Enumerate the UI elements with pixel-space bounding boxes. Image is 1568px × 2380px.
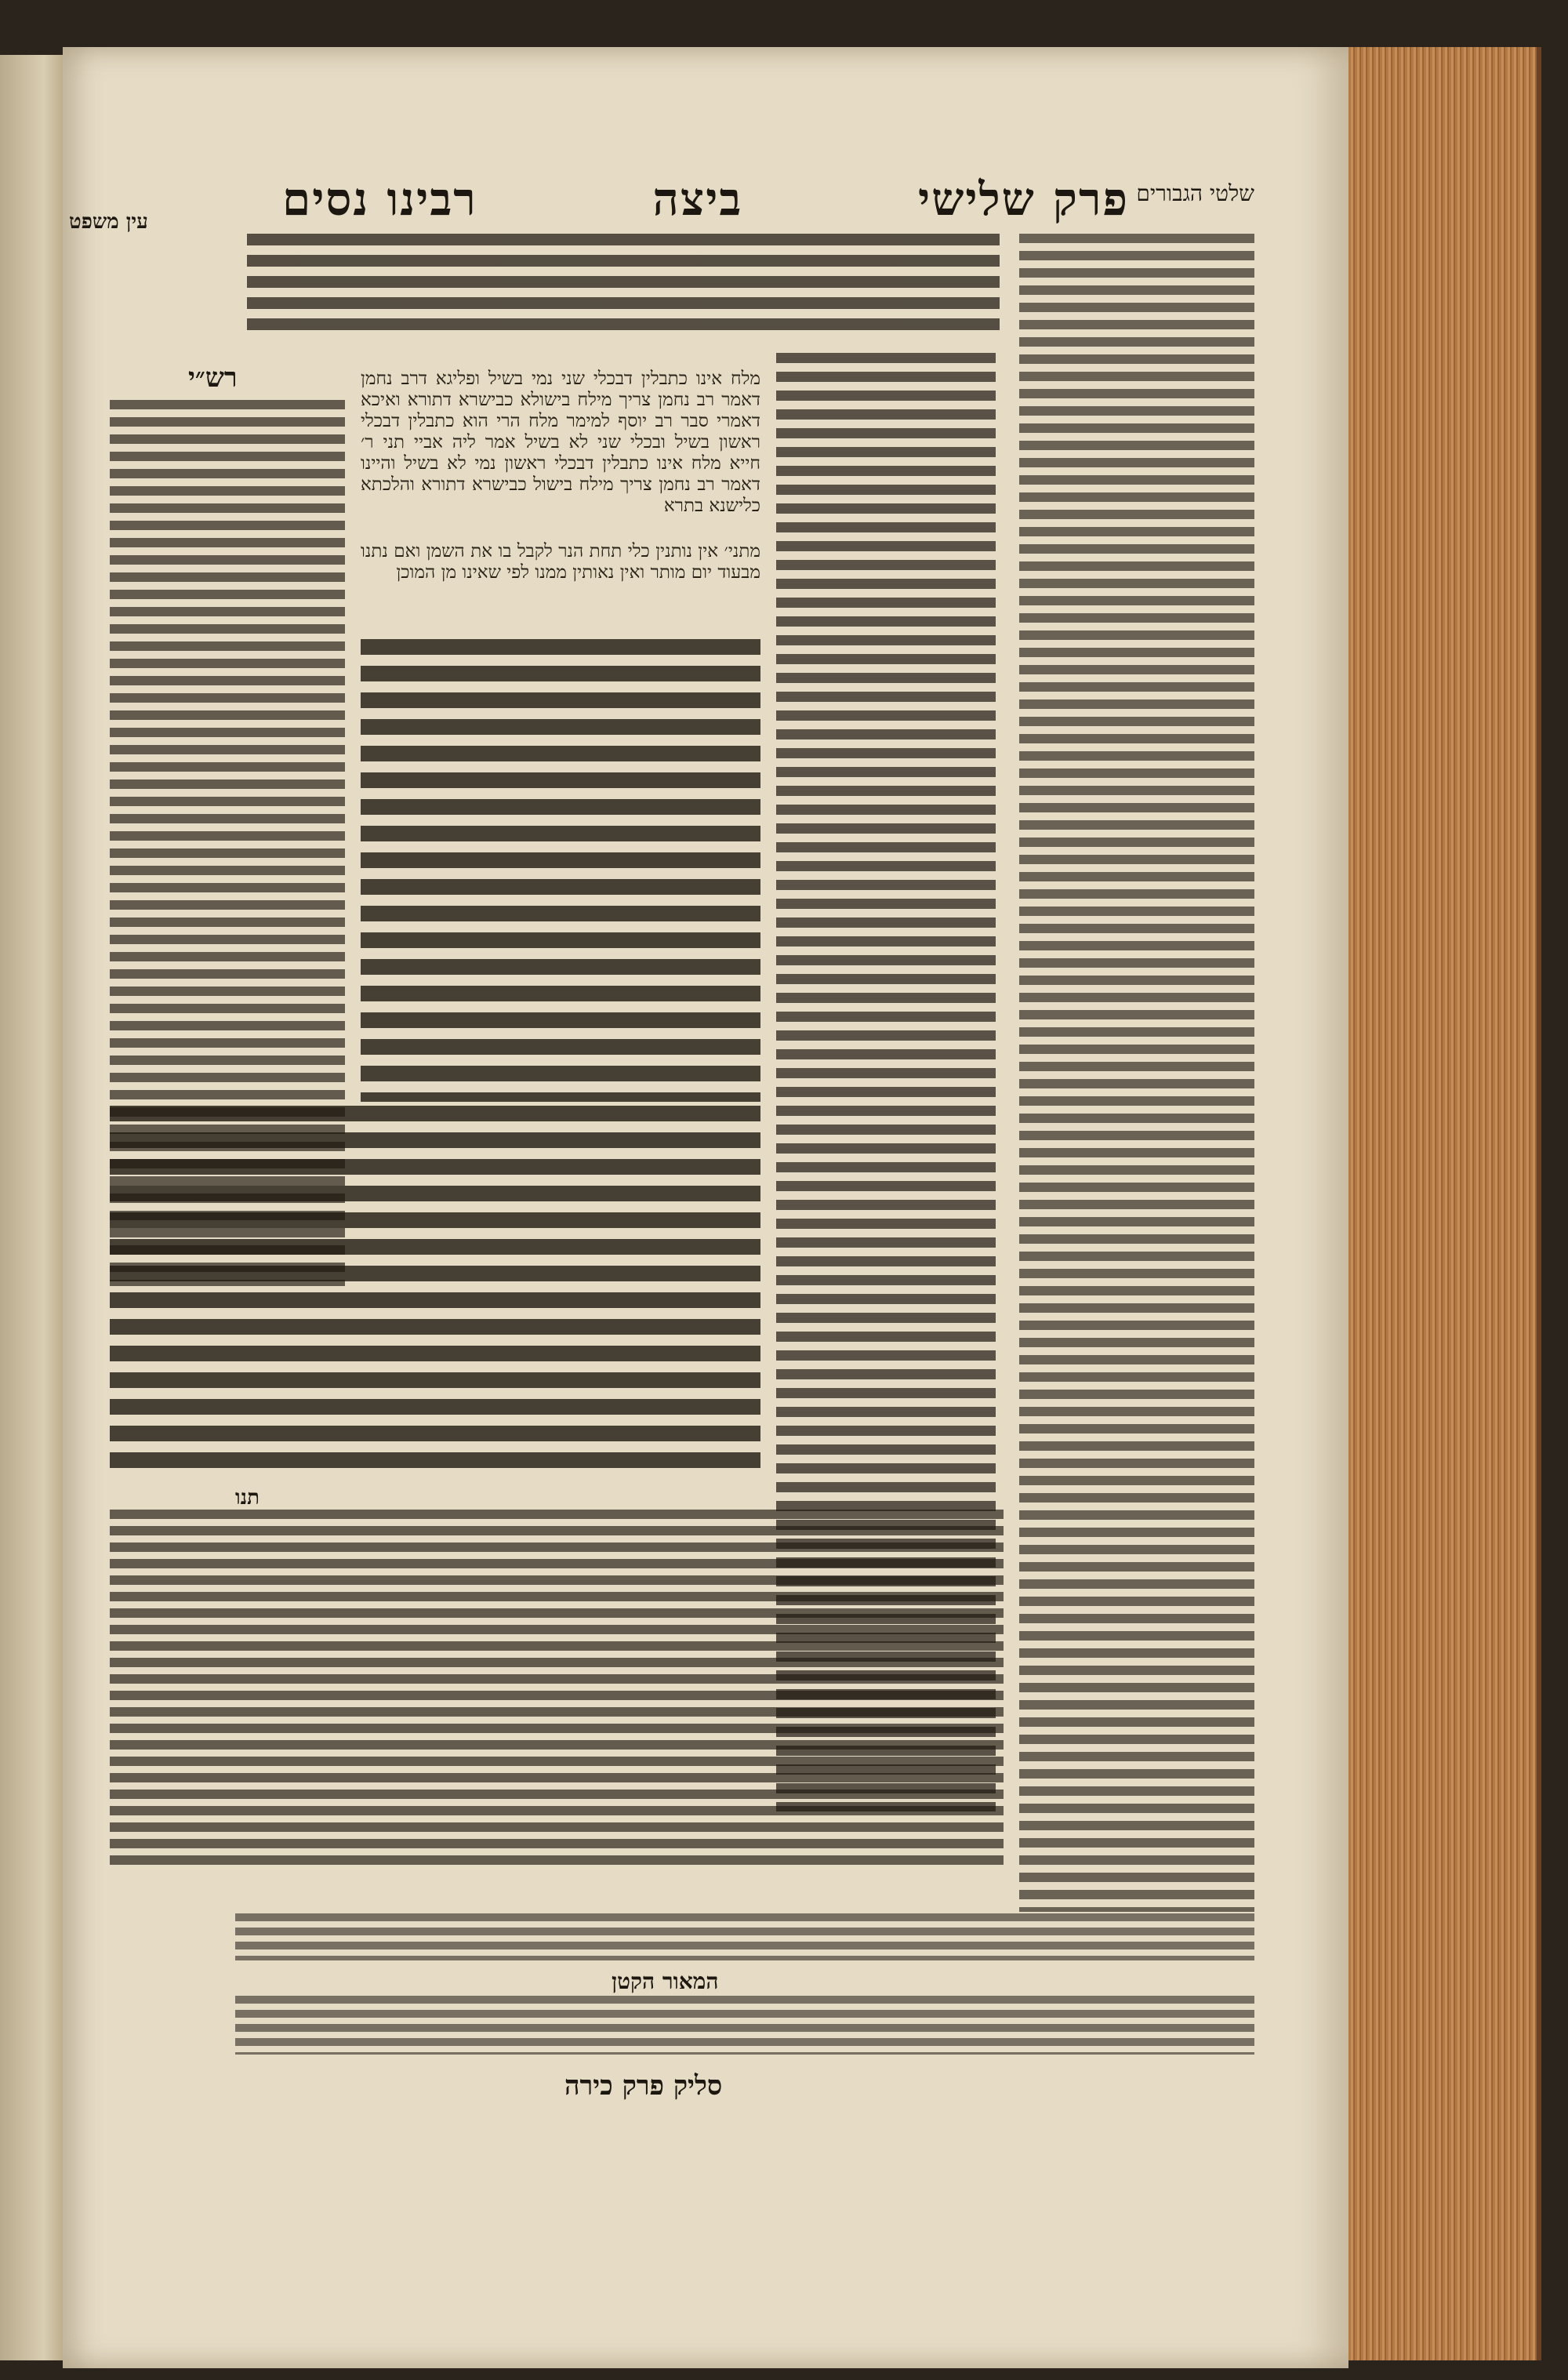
tanu-label: תנו: [235, 1486, 260, 1510]
gemara-column: [361, 639, 760, 1102]
page-header: [282, 171, 1129, 227]
left-page-edge: [0, 55, 63, 2360]
page-fore-edge: [1348, 47, 1541, 2360]
gemara-wide-column: [110, 1106, 760, 1474]
bottom-notes-2: [235, 1996, 1254, 2055]
header-word-3: פרק שלישי: [918, 173, 1129, 226]
header-word-1: רבינו נסים: [282, 173, 477, 226]
ein-mishpat-label: עין משפט: [69, 210, 148, 234]
maor-heading: המאור הקטן: [612, 1968, 719, 1994]
rashi-label: רש״י: [188, 362, 238, 394]
gemara-opening: מלח אינו כתבלין דבכלי שני נמי בשיל ופליגא דרב נחמן דאמר רב נחמן צריך מילח בישולא כבישרא דתורא ואיכא דאמרי סבר רב יוסף למימר מלח הרי הוא כתבלין דבכלי ראשון בשיל ובכלי שני לא בשיל אמר ליה אביי תני ר׳ חייא מלח אינו כתבלין דבכלי ראשון נמי לא בשיל והיינו דאמר רב נחמן צריך מילח בישול כבישרא דתורא והלכתא כלישנא בתרא: [361, 369, 760, 516]
lower-commentary: [110, 1510, 1004, 1870]
right-margin-commentary: [1019, 234, 1254, 1912]
bottom-notes-1: [235, 1913, 1254, 1960]
top-commentary: [247, 234, 1000, 340]
running-title: שלטי הגבורים: [1136, 180, 1254, 206]
header-word-2: ביצה: [652, 173, 743, 226]
chapter-end-label: סליק פרק כירה: [564, 2070, 723, 2102]
mishnah-text: מתני׳ אין נותנין כלי תחת הנר לקבל בו את השמן ואם נתנו מבעוד יום מותר ואין נאותין ממנו לפי שאינו מן המוכן: [361, 541, 760, 583]
